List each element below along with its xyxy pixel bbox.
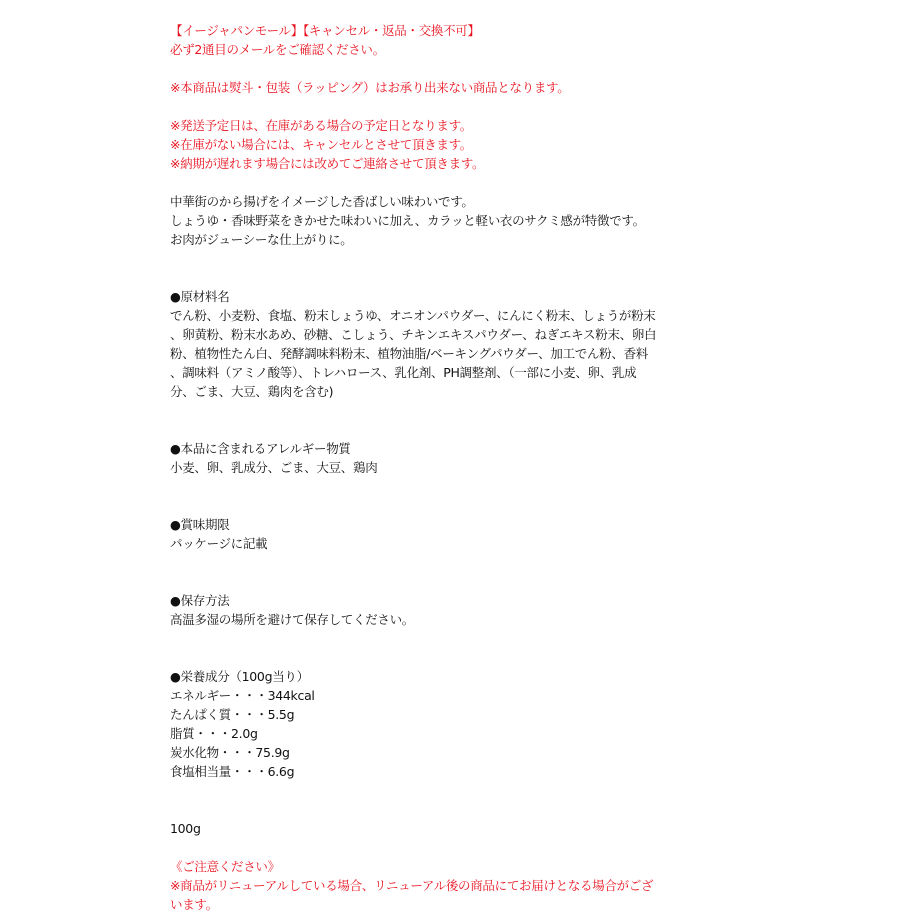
nutrition-protein: たんぱく質・・・5.5g <box>170 707 295 722</box>
spacer <box>170 268 690 287</box>
caution-heading: 《ご注意ください》 <box>170 859 280 874</box>
shipping-notice-line: ※納期が遅れます場合には改めてご連絡させて頂きます。 <box>170 156 485 171</box>
shipping-notice-line: ※在庫がない場合には、キャンセルとさせて頂きます。 <box>170 137 472 152</box>
best-before-heading: ●賞味期限 <box>170 517 230 532</box>
spacer <box>170 572 690 591</box>
nutrition-energy: エネルギー・・・344kcal <box>170 688 315 703</box>
ingredients-line: 粉、植物性たん白、発酵調味料粉末、植物油脂/ベーキングパウダー、加工でん粉、香料 <box>170 346 648 361</box>
allergens-section <box>170 439 690 477</box>
product-description <box>170 21 690 914</box>
net-weight: 100g <box>170 821 201 836</box>
ingredients-line: 、調味料（アミノ酸等）、トレハロース、乳化剤、PH調整剤、（一部に小麦、卵、乳成 <box>170 365 637 380</box>
spacer <box>170 97 690 116</box>
nutrition-fat: 脂質・・・2.0g <box>170 726 258 741</box>
spacer <box>170 648 690 667</box>
caution-line: います。 <box>170 897 218 912</box>
description-line: しょうゆ・香味野菜をきかせた味わいに加え、カラッと軽い衣のサクミ感が特徴です。 <box>170 213 645 228</box>
nutrition-section <box>170 667 690 781</box>
nutrition-carbohydrate: 炭水化物・・・75.9g <box>170 745 290 760</box>
storage-section <box>170 591 690 629</box>
shop-notice <box>170 21 690 173</box>
ingredients-line: 、卵黄粉、粉末水あめ、砂糖、こしょう、チキンエキスパウダー、ねぎエキス粉末、卵白 <box>170 327 657 342</box>
description-line: 中華街のから揚げをイメージした香ばしい味わいです。 <box>170 194 474 209</box>
caution-line: ※商品がリニューアルしている場合、リニューアル後の商品にてお届けとなる場合がござ <box>170 878 654 893</box>
spacer <box>170 59 690 78</box>
caution-section <box>170 857 690 914</box>
spacer <box>170 781 690 800</box>
allergens-heading: ●本品に含まれるアレルギー物質 <box>170 441 351 456</box>
nutrition-heading: ●栄養成分（100g当り） <box>170 669 309 684</box>
storage-value: 高温多湿の場所を避けて保存してください。 <box>170 612 415 627</box>
wrapping-notice-line: ※本商品は熨斗・包装（ラッピング）はお承り出来ない商品となります。 <box>170 80 570 95</box>
spacer <box>170 401 690 420</box>
ingredients-line: 分、ごま、大豆、鶏肉を含む) <box>170 384 334 399</box>
product-summary <box>170 192 690 249</box>
spacer <box>170 249 690 268</box>
best-before-value: パッケージに記載 <box>170 536 268 551</box>
allergens-value: 小麦、卵、乳成分、ごま、大豆、鶏肉 <box>170 460 378 475</box>
spacer <box>170 838 690 857</box>
spacer <box>170 800 690 819</box>
spacer <box>170 496 690 515</box>
spacer <box>170 477 690 496</box>
shop-policy-line: 【イージャパンモール】【キャンセル・返品・交換不可】 <box>170 23 480 38</box>
spacer <box>170 629 690 648</box>
ingredients-line: でん粉、小麦粉、食塩、粉末しょうゆ、オニオンパウダー、にんにく粉末、しょうが粉末 <box>170 308 656 323</box>
description-line: お肉がジューシーな仕上がりに。 <box>170 232 353 247</box>
shipping-notice-line: ※発送予定日は、在庫がある場合の予定日となります。 <box>170 118 472 133</box>
nutrition-salt: 食塩相当量・・・6.6g <box>170 764 295 779</box>
email-confirm-line: 必ず2通目のメールをご確認ください。 <box>170 42 385 57</box>
spacer <box>170 553 690 572</box>
ingredients-section <box>170 287 690 401</box>
storage-heading: ●保存方法 <box>170 593 230 608</box>
ingredients-heading: ●原材料名 <box>170 289 230 304</box>
best-before-section <box>170 515 690 553</box>
spacer <box>170 420 690 439</box>
spacer <box>170 173 690 192</box>
